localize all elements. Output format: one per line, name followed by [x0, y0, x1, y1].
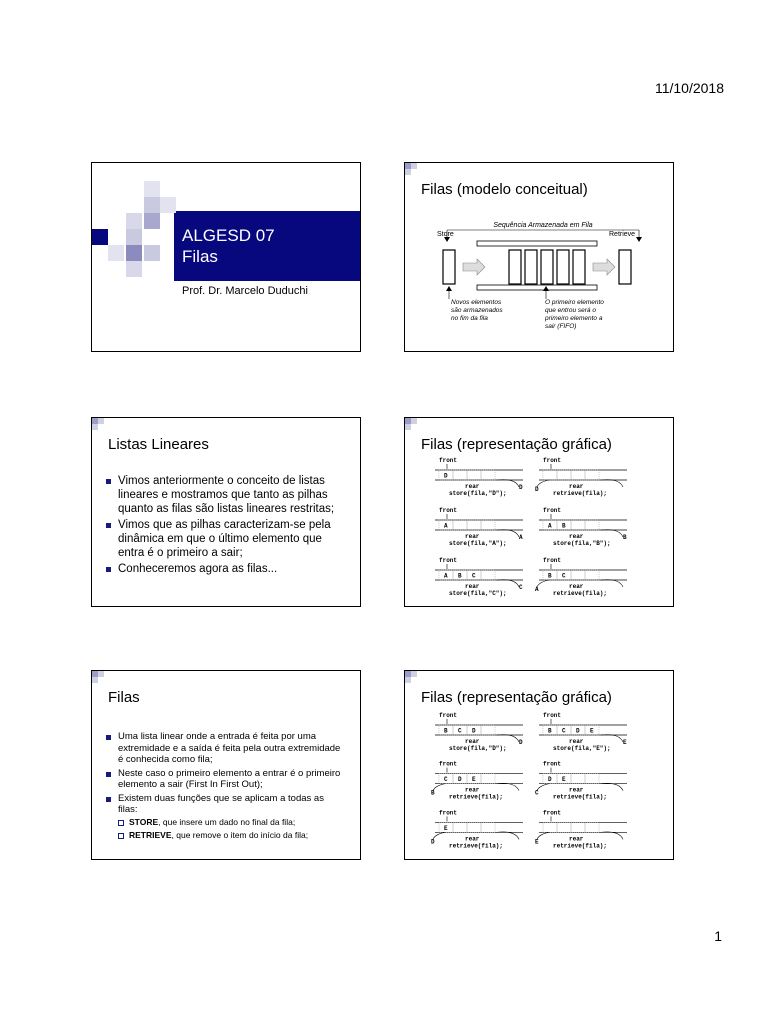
- new-element-box: [443, 250, 455, 284]
- front-label: front: [439, 712, 458, 719]
- queue-panel: [431, 761, 523, 801]
- operation-caption: store(fila,"D");: [449, 745, 507, 752]
- queue-cell-value: D: [458, 776, 462, 784]
- bullet-item: Vimos que as pilhas caracterizam-se pela dinâmica em que o último elemento que entra é o primeiro a sair;: [106, 518, 346, 560]
- queue-cell-value: E: [590, 727, 594, 735]
- front-label: front: [439, 457, 458, 464]
- bullet-list: [106, 731, 346, 843]
- queue-cell: [557, 470, 571, 480]
- queue-cell-value: C: [562, 572, 566, 580]
- queue-cell: [571, 520, 585, 530]
- operation-caption: store(fila,"E");: [553, 745, 611, 752]
- queue-cell: [543, 822, 557, 832]
- front-label: front: [439, 760, 458, 768]
- slide-conceptual-model: [404, 162, 674, 352]
- queue-cell: [467, 822, 481, 832]
- store-label: Store: [437, 231, 454, 238]
- stored-item-label: E: [623, 739, 627, 746]
- queue-panel: [535, 557, 627, 597]
- queue-cell-value: E: [562, 776, 566, 784]
- retrieved-item-label: A: [535, 586, 539, 593]
- retrieved-item-label: D: [431, 838, 435, 846]
- retrieved-item-label: C: [535, 789, 539, 797]
- queue-cell: [481, 725, 495, 735]
- queue-cell: [481, 774, 495, 784]
- bullet-item: Vimos anteriormente o conceito de listas lineares e mostramos que tanto as pilhas quanto as filas são listas lineares restritas;: [106, 474, 346, 516]
- operation-caption: retrieve(fila);: [553, 490, 608, 497]
- queue-cell: [557, 822, 571, 832]
- slide-heading: [182, 225, 275, 267]
- queue-panel: [435, 712, 523, 752]
- operation-caption: retrieve(fila);: [553, 793, 608, 801]
- slide-linear-lists: [91, 417, 361, 607]
- front-label: front: [439, 507, 458, 514]
- queue-cell-value: B: [562, 522, 566, 530]
- queue-panel: [435, 507, 523, 547]
- stored-item-label: D: [519, 739, 523, 746]
- queue-panel: [431, 809, 523, 849]
- fifo-diagram: [421, 213, 665, 343]
- slide-corner-decoration: [92, 671, 142, 691]
- queue-cell: [571, 570, 585, 580]
- bullet-item: Neste caso o primeiro elemento a entrar é o primeiro elemento a sair (First In First Out);: [106, 768, 346, 791]
- slide-title-text: Listas Lineares: [108, 436, 209, 453]
- rear-label: rear: [569, 786, 584, 794]
- queue-cell-value: B: [444, 727, 448, 735]
- queue-cell: [543, 470, 557, 480]
- slide-corner-decoration: [405, 163, 455, 183]
- queue-cell: [585, 470, 599, 480]
- queue-cell-value: E: [444, 824, 448, 832]
- queue-cell: [467, 470, 481, 480]
- front-label: front: [543, 457, 562, 464]
- bullet-item-text: Existem duas funções que se aplicam a todas as filas:: [118, 792, 324, 815]
- queue-operations-diagram: [405, 711, 674, 857]
- svg-text:primeiro elemento a: primeiro elemento a: [545, 315, 603, 322]
- queue-panel: [535, 761, 627, 801]
- retrieve-label: Retrieve: [609, 231, 636, 238]
- operation-caption: retrieve(fila);: [553, 842, 608, 850]
- sub-bullet-list: [118, 817, 346, 841]
- queue-cell: [481, 822, 495, 832]
- queue-cell: [481, 470, 495, 480]
- queue-cell-value: B: [548, 572, 552, 580]
- queue-cell-value: B: [458, 572, 462, 580]
- queue-cell: [571, 822, 585, 832]
- queue-cell: [453, 520, 467, 530]
- stored-item-label: B: [623, 534, 627, 541]
- queue-cell-value: D: [548, 776, 552, 784]
- queue-cell-value: C: [444, 776, 448, 784]
- retrieved-item-label: E: [535, 838, 539, 846]
- queue-cell: [453, 470, 467, 480]
- rear-label: rear: [465, 533, 480, 540]
- operation-caption: store(fila,"C");: [449, 590, 507, 597]
- front-label: front: [543, 712, 562, 719]
- svg-text:Novos elementos: Novos elementos: [451, 299, 502, 306]
- front-label: front: [439, 557, 458, 564]
- retrieved-item-label: B: [431, 789, 435, 797]
- queue-cell-value: C: [562, 727, 566, 735]
- rear-label: rear: [465, 483, 480, 490]
- front-label: front: [439, 809, 458, 817]
- queue-cell-value: C: [458, 727, 462, 735]
- bullet-item: [106, 793, 346, 841]
- slide-corner-decoration: [92, 418, 142, 438]
- queue-cell: [585, 822, 599, 832]
- rear-label: rear: [465, 786, 480, 794]
- queue-panel: [535, 809, 627, 849]
- slide-graphic-representation-1: [404, 417, 674, 607]
- queue-cell-value: C: [472, 572, 476, 580]
- queue-cell-value: B: [548, 727, 552, 735]
- svg-text:que entrou será o: que entrou será o: [545, 307, 596, 314]
- rear-label: rear: [569, 835, 584, 843]
- slide-graphic-representation-2: [404, 670, 674, 860]
- svg-text:no fim da fila: no fim da fila: [451, 315, 488, 322]
- operation-caption: retrieve(fila);: [449, 793, 504, 801]
- rear-label: rear: [569, 533, 584, 540]
- bullet-item: Conheceremos agora as filas...: [106, 562, 346, 576]
- note-right: [544, 299, 604, 330]
- author-name: Prof. Dr. Marcelo Duduchi: [182, 285, 308, 297]
- queue-cell: [453, 822, 467, 832]
- retrieved-element-box: [619, 250, 631, 284]
- rear-label: rear: [465, 583, 480, 590]
- queue-cell-value: E: [472, 776, 476, 784]
- operation-caption: store(fila,"B");: [553, 540, 611, 547]
- queue-cell: [467, 520, 481, 530]
- slide-title: [91, 162, 361, 352]
- bullet-item: Uma lista linear onde a entrada é feita por uma extremidade e a saída é feita pela outra extremidade é conhecida como fila;: [106, 731, 346, 766]
- queue-panel: [535, 457, 627, 497]
- note-left: [451, 299, 503, 322]
- svg-text:O primeiro elemento: O primeiro elemento: [545, 299, 604, 306]
- operation-caption: retrieve(fila);: [553, 590, 608, 597]
- queue-cell: [481, 570, 495, 580]
- queue-panel: [539, 712, 627, 752]
- queue-panel: [539, 507, 627, 547]
- page-number: 1: [714, 928, 722, 944]
- stored-item-label: C: [519, 584, 523, 591]
- front-label: front: [543, 809, 562, 817]
- queue-cell-value: D: [444, 472, 448, 480]
- queue-cell: [571, 774, 585, 784]
- slide-corner-decoration: [405, 418, 455, 438]
- slide-heading-line1: ALGESD 07: [182, 226, 275, 245]
- front-label: front: [543, 760, 562, 768]
- operation-caption: retrieve(fila);: [449, 842, 504, 850]
- slide-title-text: Filas (representação gráfica): [421, 436, 612, 453]
- front-label: front: [543, 557, 562, 564]
- slide-corner-decoration: [405, 671, 455, 691]
- queue-cell-value: A: [444, 522, 448, 530]
- stored-item-label: A: [519, 534, 523, 541]
- sub-bullet-retrieve: RETRIEVE, que remove o item do início da fila;: [118, 830, 346, 841]
- page-date: 11/10/2018: [654, 80, 724, 96]
- queue-panel: [435, 557, 523, 597]
- queue-cell: [585, 570, 599, 580]
- slide-heading-line2: Filas: [182, 247, 218, 266]
- svg-text:sair (FIFO): sair (FIFO): [545, 323, 577, 330]
- sub-bullet-store: STORE, que insere um dado no final da fila;: [118, 817, 346, 828]
- bullet-list: [106, 474, 346, 578]
- queue-panel: [435, 457, 523, 497]
- slide-title-text: Filas: [108, 689, 140, 706]
- queue-cell: [585, 520, 599, 530]
- slide-queues: [91, 670, 361, 860]
- stored-item-label: D: [519, 484, 523, 491]
- operation-caption: store(fila,"D");: [449, 490, 507, 497]
- svg-text:são armazenados: são armazenados: [451, 307, 503, 314]
- rear-label: rear: [465, 738, 480, 745]
- front-label: front: [543, 507, 562, 514]
- queue-operations-diagram: [405, 456, 674, 606]
- retrieved-item-label: D: [535, 486, 539, 493]
- queue-cell-value: D: [472, 727, 476, 735]
- queue-cell: [481, 520, 495, 530]
- operation-caption: store(fila,"A");: [449, 540, 507, 547]
- queue-cell-value: D: [576, 727, 580, 735]
- rear-label: rear: [569, 738, 584, 745]
- rear-label: rear: [569, 583, 584, 590]
- slide-title-text: Filas (representação gráfica): [421, 689, 612, 706]
- queue-cell: [585, 774, 599, 784]
- rear-label: rear: [465, 835, 480, 843]
- rear-label: rear: [569, 483, 584, 490]
- queue-cell-value: A: [444, 572, 448, 580]
- queue-cell: [571, 470, 585, 480]
- queue-cell-value: A: [548, 522, 552, 530]
- slide-title-text: Filas (modelo conceitual): [421, 181, 588, 198]
- sequence-label: Sequência Armazenada em Fila: [493, 222, 593, 229]
